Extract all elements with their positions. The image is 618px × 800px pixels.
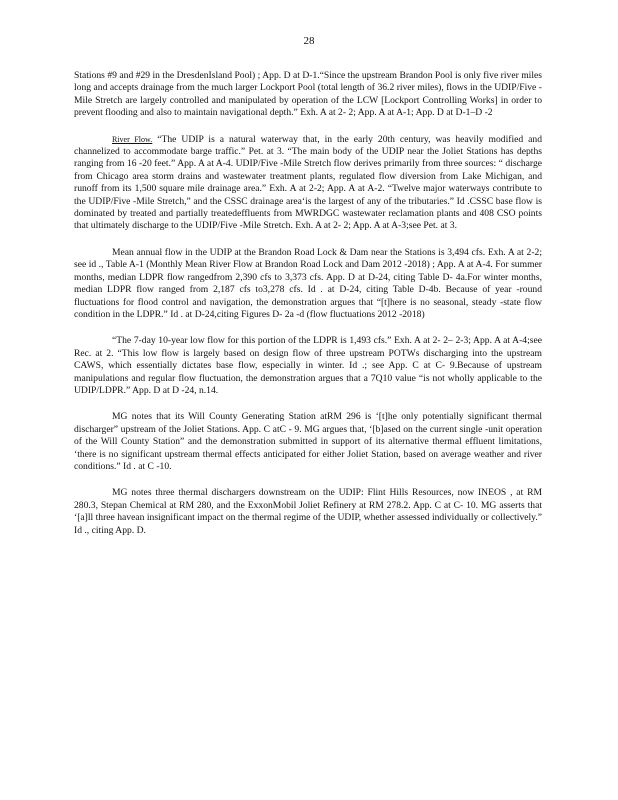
paragraph-text: “The UDIP is a natural waterway that, in the early 20th century, was heavily modified and channelized to accommodate barge traffic.” Pet. at 3. “The main body of the UDIP near the Joliet Stations has depths ranging from 16 -20 feet.” App. A at A-4. UDIP/Five -Mile Stretch flow derives primarily from three sources: “ discharge from Chicago area storm drains and wastewater treatment plants, regulated flow diversion from Lake Michigan, and runoff from its 1,500 square mile drainage area.” Exh. A at 2-2; App. A at A-2. “Twelve major waterways contribute to the UDIP/Five -Mile Stretch,” and the CSSC drainage area‘is the largest of any of the tributaries.” Id .CSSC base flow is dominated by treated and partially treatedeffluents from MWRDGC wastewater reclamation plants and 408 CSO points that ultimately discharge to the UDIP/Five -Mile Stretch. Exh. A at 2- 2; App. A at A-3;see Pet. at 3. bbox=[74, 133, 543, 232]
paragraph-river-flow bbox=[74, 134, 542, 233]
paragraph-mean-annual-flow bbox=[74, 247, 542, 321]
paragraph-text: Mean annual flow in the UDIP at the Brandon Road Lock & Dam near the Stations is 3,494 cfs. Exh. A at 2-2; see id ., Table A-1 (Monthly Mean River Flow at Brandon Road Lock and Dam 2012 -2018) ; App. A at A-4. For summer months, median LDPR flow rangedfrom 2,390 cfs to 3,373 cfs. App. D at D-24, citing Table D- 4a.For winter months, median LDPR flow ranged from 2,187 cfs to3,278 cfs. Id . at D-24, citing Table D-4b. Because of year -round fluctuations for flood control and navigation, the demonstration argues that “[t]here is no seasonal, steady -state flow condition in the LDPR.” Id . at D-24,citing Figures D- 2a -d (flow fluctuations 2012 -2018) bbox=[74, 246, 542, 320]
paragraph-continuation bbox=[74, 70, 542, 120]
paragraph-text: MG notes that its Will County Generating Station atRM 296 is ‘[t]he only potentially significant thermal discharger” upstream of the Joliet Stations. App. C atC - 9. MG argues that, ‘[b]ased on the current single -unit operation of the Will County Station” and the demonstration submitted in support of its alternative thermal effluent limitations, ‘there is no significant upstream thermal effects anticipated for either Joliet Station, based on average weather and river conditions.” Id . at C -10. bbox=[74, 411, 542, 472]
paragraph-text: “The 7-day 10-year low flow for this portion of the LDPR is 1,493 cfs.” Exh. A at 2- 2– 2-3; App. A at A-4;see Rec. at 2. “This low flow is largely based on design flow of three upstream POTWs discharging into the upstream CAWS, which essentially dictates base flow, especially in winter. Id .; see App. C at C- 9.Because of upstream manipulations and regular flow fluctuation, the demonstration argues that a 7Q10 value “is not wholly applicable to the UDIP/LDPR.” App. D at D -24, n.14. bbox=[74, 335, 542, 396]
paragraph-upstream-discharger bbox=[74, 411, 542, 473]
section-heading-river-flow: River Flow. bbox=[112, 134, 153, 144]
document-body bbox=[74, 70, 542, 551]
paragraph-text: Stations #9 and #29 in the DresdenIsland Pool) ; App. D at D-1.“Since the upstream Brandon Pool is only five river miles long and accepts drainage from the much larger Lockport Pool (total length of 36.2 river miles), flows in the UDIP/Five -Mile Stretch are largely controlled and manipulated by operation of the LCW [Lockport Controlling Works] in order to prevent flooding and also to maintain navigational depth.” Exh. A at 2- 2; App. A at A-1; App. D at D-1–D -2 bbox=[74, 70, 542, 119]
page-number: 28 bbox=[303, 35, 315, 47]
paragraph-downstream-dischargers bbox=[74, 487, 542, 537]
paragraph-text: MG notes three thermal dischargers downstream on the UDIP: Flint Hills Resources, now INEOS , at RM 280.3, Stepan Chemical at RM 280, and the ExxonMobil Joliet Refinery at RM 278.2. App. C at C- 10. MG asserts that ‘[a]ll three havean insignificant impact on the thermal regime of the UDIP, whether assessed individually or collectively.” Id ., citing App. D. bbox=[74, 487, 542, 536]
paragraph-low-flow bbox=[74, 335, 542, 397]
